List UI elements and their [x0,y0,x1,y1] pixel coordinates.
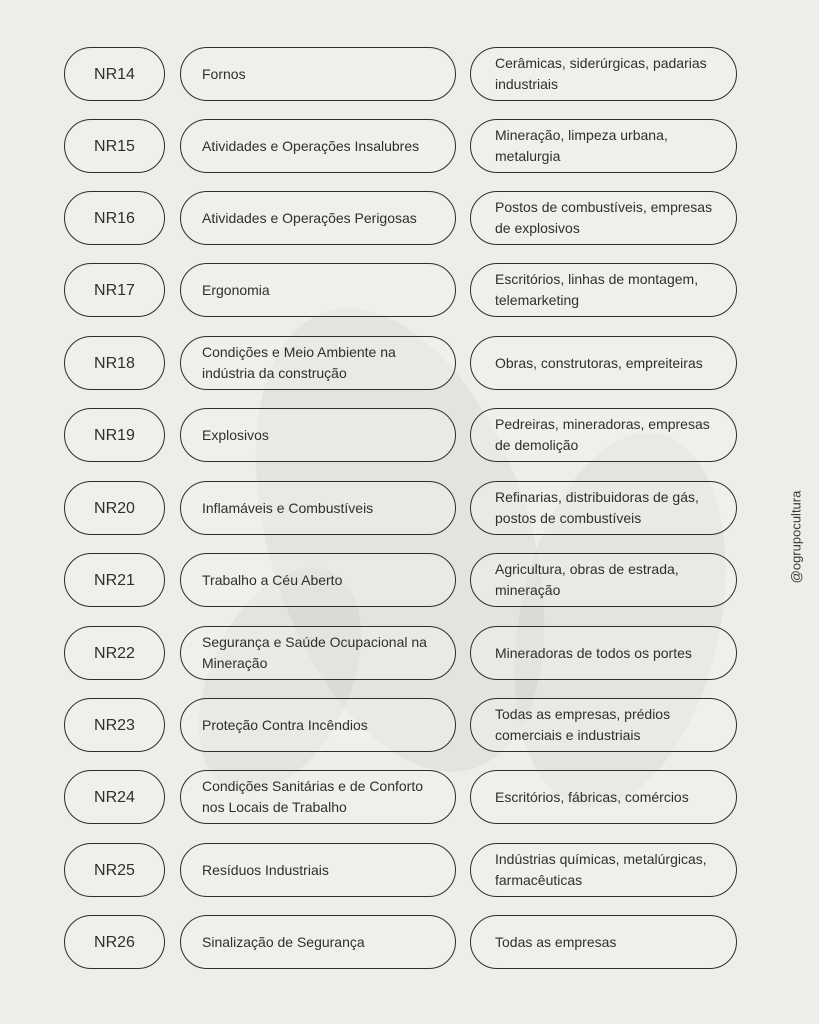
nr-name: Fornos [180,47,456,101]
nr-sectors: Todas as empresas [470,915,737,969]
nr-code: NR15 [64,119,165,173]
nr-sectors: Todas as empresas, prédios comerciais e industriais [470,698,737,752]
nr-sectors: Obras, construtoras, empreiteiras [470,336,737,390]
nr-name: Resíduos Industriais [180,843,456,897]
table-row [0,768,819,828]
nr-code: NR18 [64,336,165,390]
table-row [0,334,819,394]
table-row [0,841,819,901]
nr-sectors: Indústrias químicas, metalúrgicas, farmacêuticas [470,843,737,897]
table-row [0,624,819,684]
nr-code: NR21 [64,553,165,607]
nr-sectors: Escritórios, fábricas, comércios [470,770,737,824]
nr-code: NR16 [64,191,165,245]
nr-name: Segurança e Saúde Ocupacional na Mineração [180,626,456,680]
table-row [0,913,819,973]
nr-code: NR22 [64,626,165,680]
nr-sectors: Agricultura, obras de estrada, mineração [470,553,737,607]
nr-code: NR25 [64,843,165,897]
nr-name: Inflamáveis e Combustíveis [180,481,456,535]
nr-sectors: Mineradoras de todos os portes [470,626,737,680]
table-row [0,696,819,756]
nr-code: NR26 [64,915,165,969]
table-row [0,117,819,177]
nr-code: NR19 [64,408,165,462]
nr-sectors: Refinarias, distribuidoras de gás, postos de combustíveis [470,481,737,535]
nr-code: NR14 [64,47,165,101]
nr-code: NR20 [64,481,165,535]
nr-code: NR17 [64,263,165,317]
instagram-handle: @ogrupocultura [788,490,804,584]
table-row [0,551,819,611]
nr-code: NR24 [64,770,165,824]
nr-name: Ergonomia [180,263,456,317]
table-row [0,479,819,539]
nr-sectors: Mineração, limpeza urbana, metalurgia [470,119,737,173]
nr-sectors: Pedreiras, mineradoras, empresas de demolição [470,408,737,462]
nr-sectors: Escritórios, linhas de montagem, telemarketing [470,263,737,317]
table-row [0,406,819,466]
nr-name: Proteção Contra Incêndios [180,698,456,752]
table-row [0,45,819,105]
table-row [0,261,819,321]
nr-name: Condições e Meio Ambiente na indústria da construção [180,336,456,390]
nr-name: Sinalização de Segurança [180,915,456,969]
nr-sectors: Cerâmicas, siderúrgicas, padarias industriais [470,47,737,101]
nr-name: Explosivos [180,408,456,462]
nr-name: Atividades e Operações Insalubres [180,119,456,173]
nr-code: NR23 [64,698,165,752]
table-row [0,189,819,249]
nr-name: Trabalho a Céu Aberto [180,553,456,607]
nr-name: Atividades e Operações Perigosas [180,191,456,245]
nr-name: Condições Sanitárias e de Conforto nos Locais de Trabalho [180,770,456,824]
nr-sectors: Postos de combustíveis, empresas de explosivos [470,191,737,245]
